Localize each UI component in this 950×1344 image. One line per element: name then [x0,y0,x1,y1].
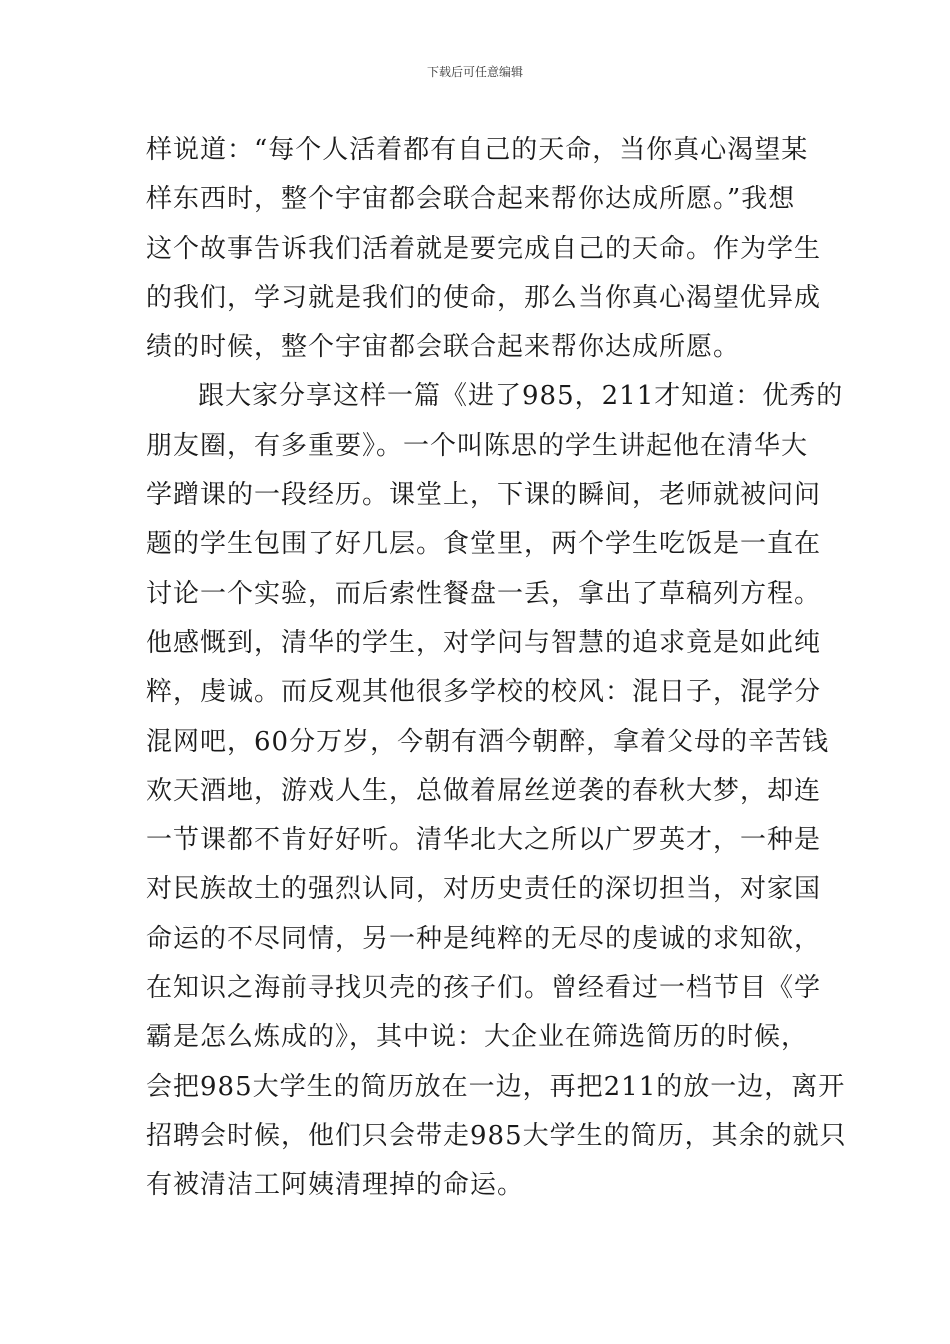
document-body [146,126,847,1211]
text-line: 学蹭课的一段经历。课堂上，下课的瞬间，老师就被问问 [146,480,822,511]
text-line: 题的学生包围了好几层。食堂里，两个学生吃饭是一直在 [146,529,822,560]
text-line: 欢天酒地，游戏人生，总做着屌丝逆袭的春秋大梦，却连 [146,775,822,806]
text-line: 在知识之海前寻找贝壳的孩子们。曾经看过一档节目《学 [146,973,822,1004]
text-line: 样说道：“每个人活着都有自己的天命，当你真心渴望某 [146,135,809,165]
text-line: 的我们，学习就是我们的使命，那么当你真心渴望优异成 [146,282,822,313]
page-header: 下载后可任意编辑 [426,65,523,79]
text-line: 会把985大学生的简历放在一边，再把211的放一边，离开 [146,1071,846,1102]
text-line: 命运的不尽同情，另一种是纯粹的无尽的虔诚的求知欲， [146,923,822,954]
paragraph-1 [146,126,822,372]
text-line: 这个故事告诉我们活着就是要完成自己的天命。作为学生 [146,233,822,264]
text-line: 绩的时候，整个宇宙都会联合起来帮你达成所愿。 [146,332,741,363]
text-line: 有被清洁工阿姨清理掉的命运。 [146,1170,525,1201]
text-line: 招聘会时候，他们只会带走985大学生的简历，其余的就只 [146,1120,847,1151]
text-line: 混网吧，60分万岁，今朝有酒今朝醉，拿着父母的辛苦钱 [146,726,830,757]
paragraph-2 [146,372,847,1210]
text-line: 对民族故土的强烈认同，对历史责任的深切担当，对家国 [146,874,822,905]
text-line: 朋友圈，有多重要》。一个叫陈思的学生讲起他在清华大 [146,430,809,461]
text-line: 跟大家分享这样一篇《进了985，211才知道：优秀的 [198,381,844,412]
text-line: 霸是怎么炼成的》，其中说：大企业在筛选简历的时候， [146,1022,809,1053]
text-line: 粹，虔诚。而反观其他很多学校的校风：混日子，混学分 [146,677,822,708]
text-line: 一节课都不肯好好听。清华北大之所以广罗英才，一种是 [146,825,822,856]
text-line: 样东西时，整个宇宙都会联合起来帮你达成所愿。”我想 [146,184,796,215]
text-line: 他感慨到，清华的学生，对学问与智慧的追求竟是如此纯 [146,627,822,658]
text-line: 讨论一个实验，而后索性餐盘一丢，拿出了草稿列方程。 [146,578,822,609]
